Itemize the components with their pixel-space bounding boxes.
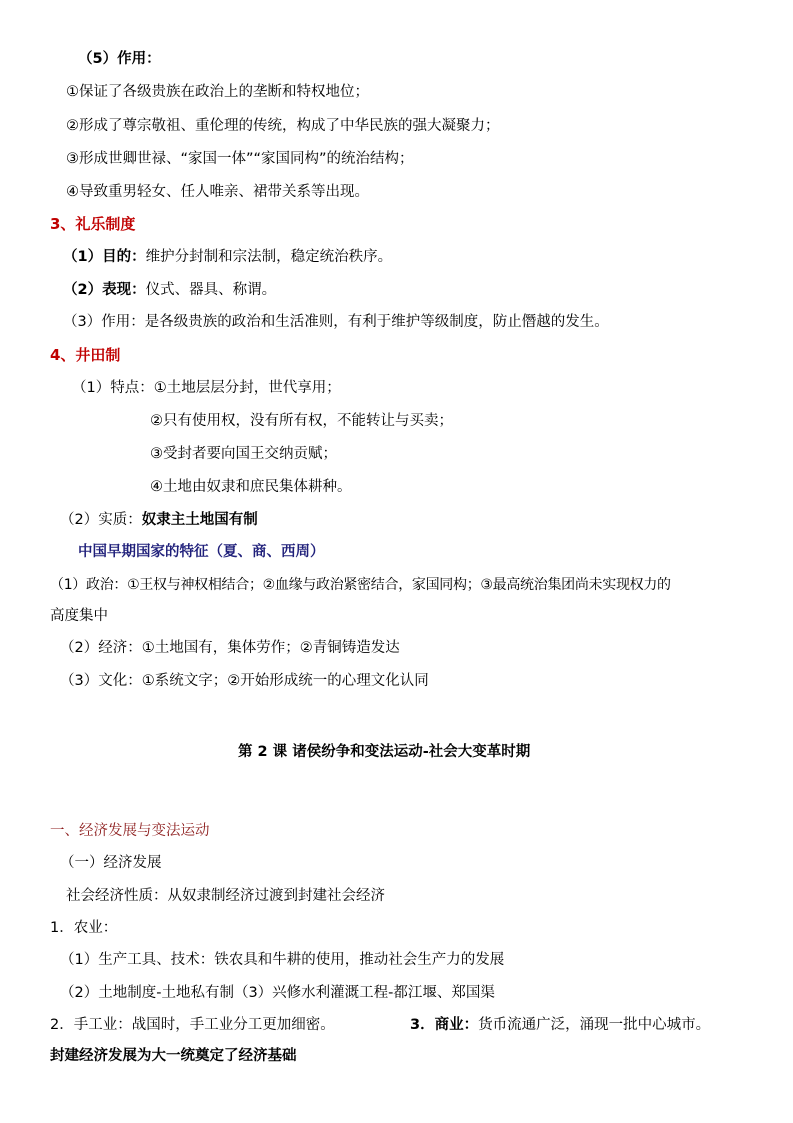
liyue-goal [63, 247, 392, 267]
lesson2-agri-1: （1）生产工具、技术：铁农具和牛耕的使用，推动社会生产力的发展 [60, 952, 505, 968]
lesson2-summary: 封建经济发展为大一统奠定了经济基础 [50, 1048, 297, 1064]
early-state-culture: （3）文化：①系统文字；②开始形成统一的心理文化认同 [60, 673, 429, 689]
early-state-politics-2: 高度集中 [50, 608, 108, 624]
early-state-economy: （2）经济：①土地国有，集体劳作；②青铜铸造发达 [60, 640, 400, 656]
section5-item-1: ①保证了各级贵族在政治上的垄断和特权地位； [66, 84, 369, 100]
lesson2-sub1: （一）经济发展 [60, 855, 162, 871]
jingtian-essence-text: 奴隶主土地国有制 [141, 512, 258, 528]
lesson2-nature: 社会经济性质：从奴隶制经济过渡到封建社会经济 [66, 888, 385, 904]
jingtian-feature-3: ③受封者要向国王交纳贡赋； [150, 446, 337, 462]
jingtian-feature-2: ②只有使用权，没有所有权，不能转让与买卖； [150, 413, 453, 429]
liyue-show-text: 仪式、器具、称谓。 [145, 282, 277, 298]
section5-item-3: ③形成世卿世禄、“家国一体”“家国同构”的统治结构； [66, 151, 414, 167]
jingtian-heading: 4、井田制 [50, 346, 121, 364]
jingtian-essence [60, 510, 258, 530]
section5-item-4: ④导致重男轻女、任人唯亲、裙带关系等出现。 [66, 184, 369, 200]
jingtian-feature-4: ④土地由奴隶和庶民集体耕种。 [150, 479, 352, 495]
lesson2-part1: 一、经济发展与变法运动 [50, 823, 210, 839]
section5-heading: （5）作用： [78, 51, 161, 67]
lesson2-handicraft: 2．手工业：战国时，手工业分工更加细密。 [50, 1017, 335, 1033]
liyue-heading: 3、礼乐制度 [50, 215, 136, 233]
liyue-show-label: （2）表现： [63, 282, 146, 298]
lesson2-agri: 1．农业： [50, 920, 118, 936]
jingtian-feature-1 [72, 378, 341, 398]
lesson2-commerce-label: 3．商业： [410, 1017, 479, 1033]
early-state-politics-1: （1）政治：①王权与神权相结合；②血缘与政治紧密结合，家国同构；③最高统治集团尚未实现权力的 [50, 577, 671, 593]
liyue-show [63, 280, 276, 300]
jingtian-feature-item-1: ①土地层层分封，世代享用； [153, 380, 341, 396]
liyue-effect: （3）作用：是各级贵族的政治和生活准则，有利于维护等级制度，防止僭越的发生。 [63, 314, 609, 330]
lesson2-commerce [410, 1015, 710, 1035]
section5-item-2: ②形成了尊宗敬祖、重伦理的传统，构成了中华民族的强大凝聚力； [66, 118, 500, 134]
lesson2-agri-2: （2）土地制度-土地私有制（3）兴修水利灌溉工程-都江堰、郑国渠 [60, 985, 495, 1001]
liyue-goal-text: 维护分封制和宗法制，稳定统治秩序。 [145, 249, 393, 265]
jingtian-feature-prefix: （1）特点： [72, 380, 154, 396]
early-state-heading: 中国早期国家的特征（夏、商、西周） [78, 544, 325, 560]
liyue-goal-label: （1）目的： [63, 249, 146, 265]
jingtian-essence-label: （2）实质： [60, 512, 142, 528]
lesson2-commerce-text: 货币流通广泛，涌现一批中心城市。 [478, 1017, 711, 1033]
lesson2-title: 第 2 课 诸侯纷争和变法运动-社会大变革时期 [238, 744, 531, 760]
